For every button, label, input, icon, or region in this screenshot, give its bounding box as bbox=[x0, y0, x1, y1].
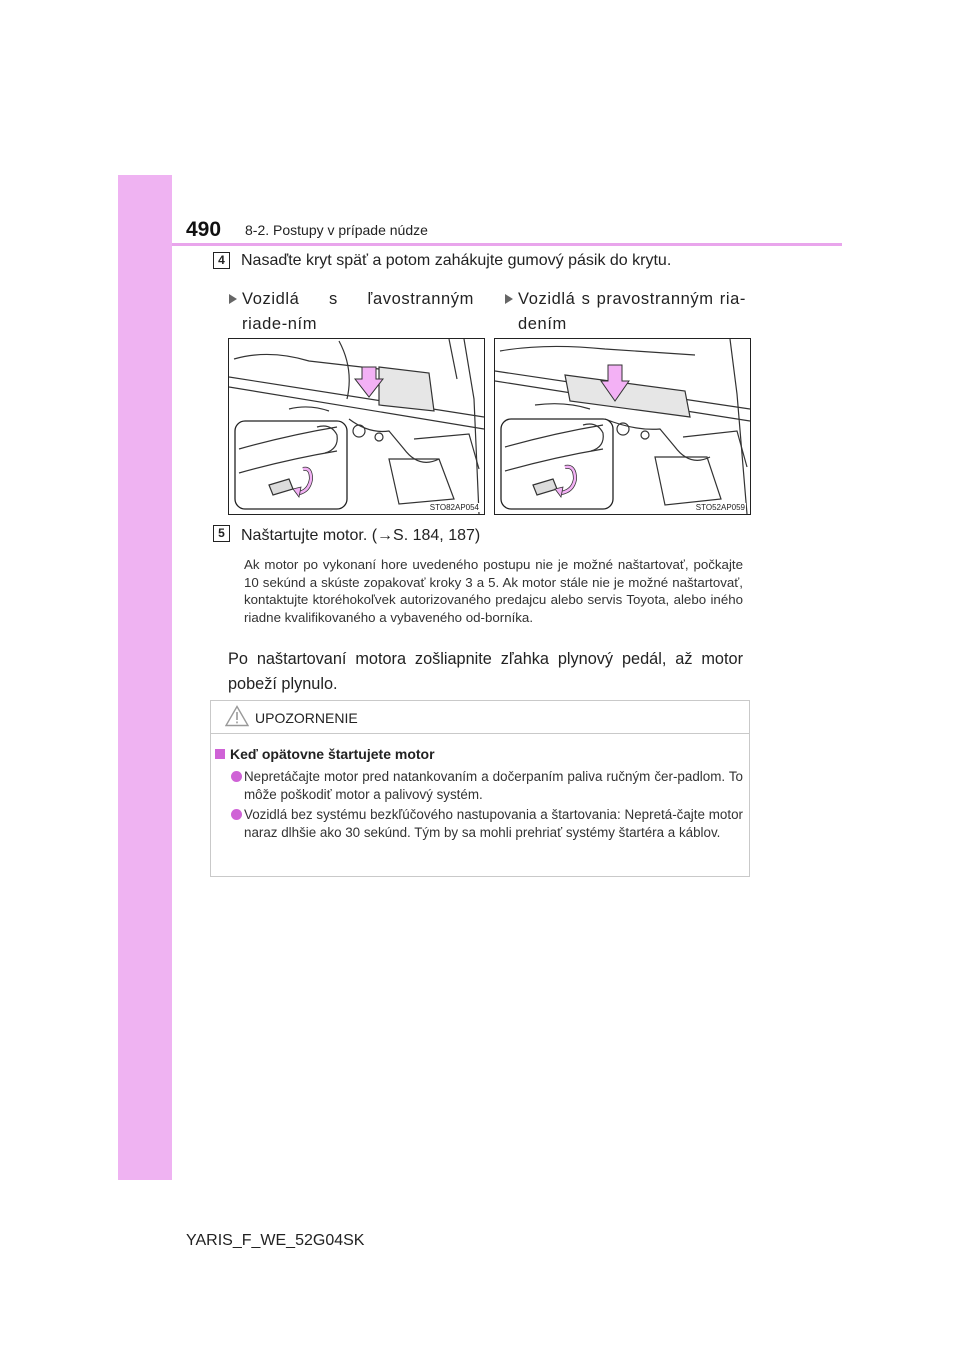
step-5-number: 5 bbox=[213, 525, 230, 542]
warning-title bbox=[215, 746, 435, 762]
document-code-footer: YARIS_F_WE_52G04SK bbox=[186, 1232, 365, 1249]
warning-title-text: Keď opätovne štartujete motor bbox=[230, 746, 435, 762]
step-5-note: Ak motor po vykonaní hore uvedeného postupu nie je možné naštartovať, počkajte 10 sekúnd a skúste zopakovať kroky 3 a 5. Ak motor stále nie je možné naštartovať, kontaktujte ktoréhokoľvek autorizovaného predajcu alebo servis Toyota, alebo iného riadne kvalifikovaného a vybaveného od-borníka. bbox=[244, 557, 743, 625]
engine-bay-drawing-left bbox=[229, 339, 484, 514]
page-number: 490 bbox=[186, 218, 222, 241]
warning-bullet-text: Vozidlá bez systému bezkľúčového nastupovania a štartovania: Nepretá-čajte motor naraz dlhšie ako 30 sekúnd. Tým by sa mohli prehriať systémy štartéra a káblov. bbox=[244, 807, 743, 840]
variant-left-label: Vozidlá s ľavostranným riade-ním bbox=[242, 290, 474, 333]
circle-bullet-icon bbox=[231, 771, 242, 782]
circle-bullet-icon bbox=[231, 809, 242, 820]
section-title: 8-2. Postupy v prípade núdze bbox=[245, 222, 428, 238]
illustration-left-hand-drive bbox=[228, 338, 485, 515]
variant-right-label: Vozidlá s pravostranným ria-dením bbox=[518, 290, 746, 333]
warning-bullet bbox=[231, 768, 743, 804]
warning-header bbox=[211, 701, 749, 734]
triangle-bullet-icon bbox=[505, 294, 513, 304]
illustration-right-hand-drive bbox=[494, 338, 751, 515]
warning-bullet bbox=[231, 806, 743, 842]
image-code-left: STO82AP054 bbox=[429, 503, 479, 512]
triangle-bullet-icon bbox=[229, 294, 237, 304]
warning-label: UPOZORNENIE bbox=[255, 710, 358, 726]
variant-right-hand-drive bbox=[518, 287, 746, 337]
warning-box bbox=[210, 700, 750, 877]
body-paragraph: Po naštartovaní motora zošliapnite zľahka plynový pedál, až motor pobeží plynulo. bbox=[228, 650, 743, 693]
step-4-text: Nasaďte kryt späť a potom zahákujte gumový pásik do krytu. bbox=[241, 252, 672, 269]
square-bullet-icon bbox=[215, 749, 225, 759]
engine-bay-drawing-right bbox=[495, 339, 750, 514]
image-code-right: STO52AP059 bbox=[695, 503, 745, 512]
step-5-text: Naštartujte motor. (→S. 184, 187) bbox=[241, 527, 481, 544]
warning-bullet-text: Nepretáčajte motor pred natankovaním a dočerpaním paliva ručným čer-padlom. To môže poškodiť motor a palivový systém. bbox=[244, 769, 743, 802]
warning-triangle-icon bbox=[225, 705, 249, 727]
step-4-number: 4 bbox=[213, 252, 230, 269]
variant-left-hand-drive bbox=[242, 287, 474, 337]
chapter-side-band bbox=[118, 175, 172, 1180]
header-divider bbox=[172, 243, 842, 246]
